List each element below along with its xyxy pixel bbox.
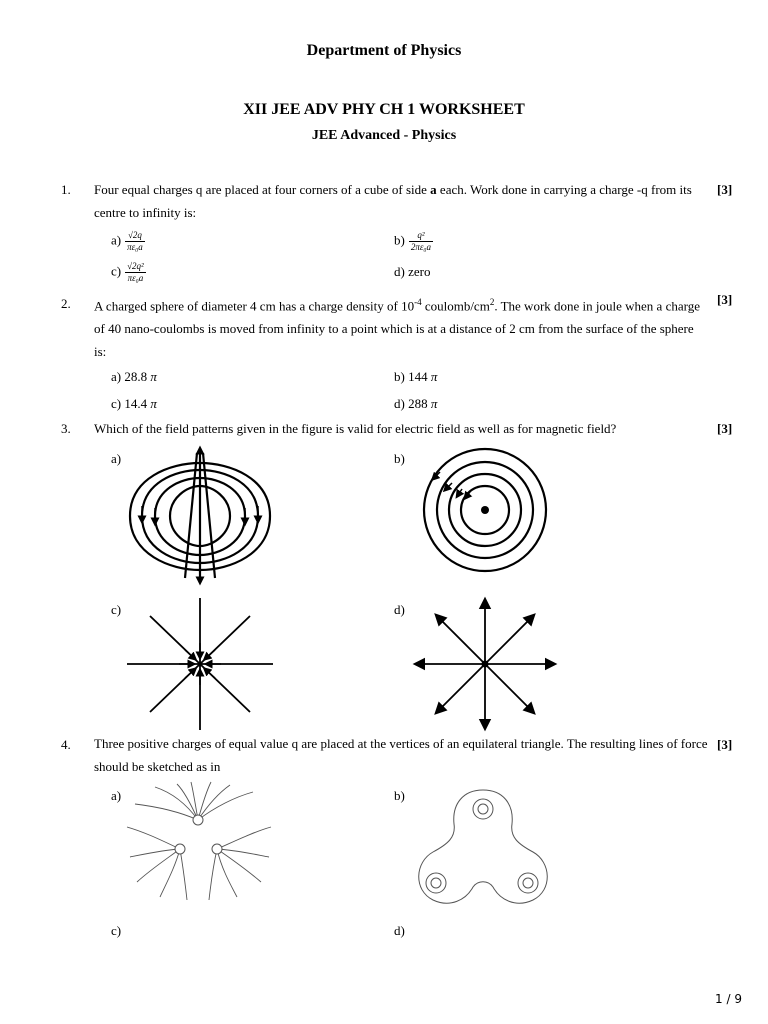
question-2-option-d: d) 288 π <box>394 396 438 411</box>
question-4-option-b-label: b) <box>394 788 405 803</box>
radial-outward-field-figure <box>415 598 555 733</box>
question-1-option-d: d) zero <box>394 264 431 279</box>
question-4-number: 4. <box>61 737 71 752</box>
question-3-option-a-label: a) <box>111 451 122 466</box>
question-1-option-c: c) $\frac{\text{√2q²}}{\text{πε₀a}}$ <box>111 261 144 283</box>
question-1-option-b: b) $\frac{\text{q²}}{\text{2πε₀a}}$ <box>394 230 432 252</box>
question-4-option-c-label: c) <box>111 923 122 938</box>
worksheet-subtitle: JEE Advanced - Physics <box>311 128 457 143</box>
question-4-marks: [3] <box>717 737 733 752</box>
question-3-option-c-label: c) <box>111 602 122 617</box>
question-4-option-d-label: d) <box>394 923 405 938</box>
question-1-text: Four equal charges q are placed at four corners of a cube of side a each. Work done in carrying a charge -q from its centre to infinity is: <box>94 182 692 220</box>
question-2-text: A charged sphere of diameter 4 cm has a charge density of $10^{-4}$ coulomb/$cm^2$. The work done in joule when a charge of 40 nano-coulombs is moved from infinity to a point which is at a distance of 2 cm from the surface of the sphere is: <box>94 297 700 360</box>
concentric-field-figure <box>412 447 557 577</box>
question-2-option-b: b) 144 π <box>394 369 438 384</box>
radial-inward-field-figure <box>125 598 275 733</box>
question-4-option-a-label: a) <box>111 788 122 803</box>
three-lobe-equipotential-figure <box>408 782 558 914</box>
dipole-field-figure <box>125 448 275 583</box>
question-2-option-a: a) 28.8 π <box>111 369 157 384</box>
question-1-marks: [3] <box>717 182 733 197</box>
question-3-text: Which of the field patterns given in the figure is valid for electric field as well as for magnetic field? <box>94 421 617 436</box>
question-2-number: 2. <box>61 296 71 311</box>
question-1-option-a: a) $\frac{√2q}{\text{πε₀a}}$ <box>111 230 143 252</box>
question-4-text: Three positive charges of equal value q are placed at the vertices of an equilateral triangle. The resulting lines of force should be sketched as in <box>94 736 708 774</box>
question-2-option-c: c) 14.4 π <box>111 396 157 411</box>
question-3-number: 3. <box>61 421 71 436</box>
question-3-option-b-label: b) <box>394 451 405 466</box>
three-charge-field-lines-figure <box>125 782 275 902</box>
page-number: 1 / 9 <box>715 992 742 1006</box>
question-2-marks: [3] <box>717 292 733 307</box>
question-1-number: 1. <box>61 182 71 197</box>
worksheet-title: XII JEE ADV PHY CH 1 WORKSHEET <box>243 101 525 118</box>
question-3-option-d-label: d) <box>394 602 405 617</box>
department-heading: Department of Physics <box>306 42 462 59</box>
question-3-marks: [3] <box>717 421 733 436</box>
